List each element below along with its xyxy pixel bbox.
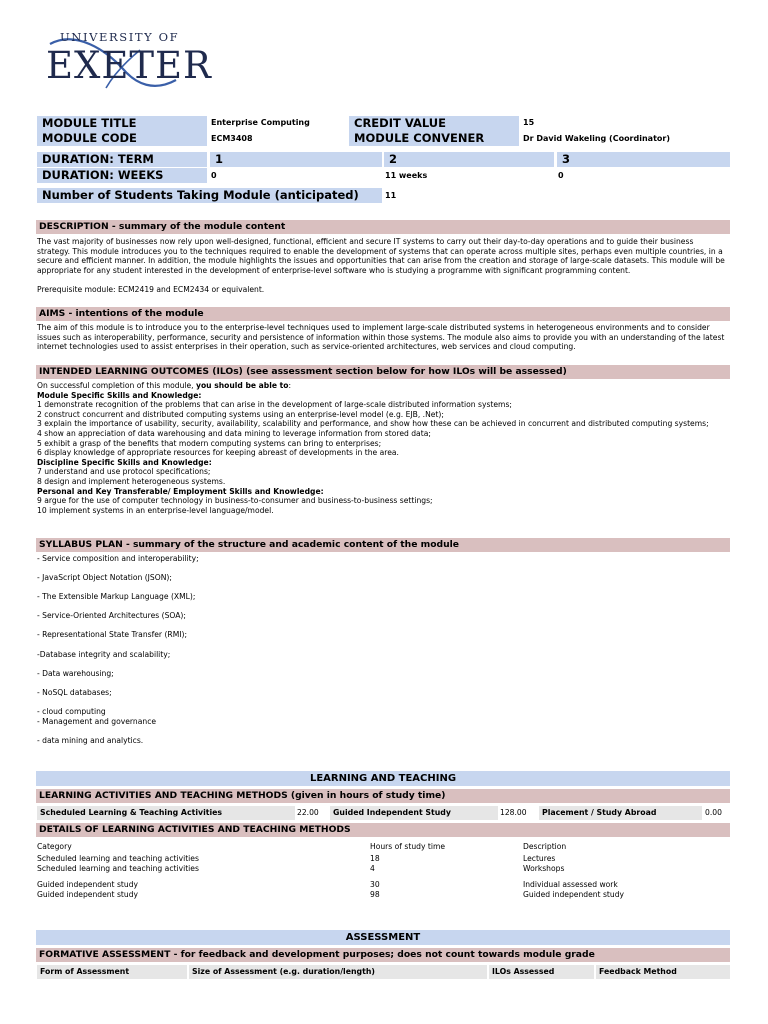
teaching-details-heading: DETAILS OF LEARNING ACTIVITIES AND TEACHING METHODS xyxy=(36,823,730,837)
row-category: Scheduled learning and teaching activities xyxy=(37,854,199,863)
aims-heading: AIMS - intentions of the module xyxy=(36,307,730,321)
col-ilos-header: ILOs Assessed xyxy=(489,965,594,979)
term-3-cell: 3 xyxy=(557,152,730,167)
description-text xyxy=(37,237,727,295)
guided-study-label: Guided Independent Study xyxy=(330,806,498,820)
row-category: Guided independent study xyxy=(37,880,139,889)
module-title-value: Enterprise Computing xyxy=(211,118,310,127)
weeks-3-value: 0 xyxy=(558,171,564,180)
students-value: 11 xyxy=(385,191,397,200)
ilos-heading: INTENDED LEARNING OUTCOMES (ILOs) (see assessment section below for how ILOs will be assessed) xyxy=(36,365,730,379)
module-convener-value: Dr David Wakeling (Coordinator) xyxy=(523,134,670,143)
syllabus-item: - data mining and analytics. xyxy=(37,736,144,745)
ilo-item: 10 implement systems in an enterprise-level language/model. xyxy=(37,505,274,515)
col-description-header: Description xyxy=(523,842,567,851)
ilo-item: 4 show an appreciation of data warehousing and data mining to leverage information from stored data; xyxy=(37,428,431,438)
scheduled-activities-label: Scheduled Learning & Teaching Activities xyxy=(37,806,295,820)
col-category-header: Category xyxy=(37,842,72,851)
ilo-item: 8 design and implement heterogeneous systems. xyxy=(37,476,226,486)
row-hours: 4 xyxy=(370,864,375,873)
placement-value: 0.00 xyxy=(705,808,722,817)
assessment-banner: ASSESSMENT xyxy=(36,930,730,945)
ilos-subheading-discipline: Discipline Specific Skills and Knowledge: xyxy=(37,457,212,467)
row-category: Scheduled learning and teaching activities xyxy=(37,864,199,873)
col-feedback-header: Feedback Method xyxy=(596,965,730,979)
ilo-item: 9 argue for the use of computer technology in business-to-consumer and business-to-business settings; xyxy=(37,496,433,506)
credit-value-label: CREDIT VALUE xyxy=(349,116,519,131)
prerequisite-text: Prerequisite module: ECM2419 and ECM2434 or equivalent. xyxy=(37,284,265,294)
credit-value: 15 xyxy=(523,118,535,127)
syllabus-item: - Representational State Transfer (RMI); xyxy=(37,630,188,639)
row-description: Workshops xyxy=(523,864,565,873)
learning-teaching-banner: LEARNING AND TEACHING xyxy=(36,771,730,786)
module-convener-label: MODULE CONVENER xyxy=(349,131,519,146)
weeks-2-value: 11 weeks xyxy=(385,171,428,180)
ilo-item: 7 understand and use protocol specifications; xyxy=(37,467,211,477)
syllabus-item: - Service-Oriented Architectures (SOA); xyxy=(37,611,186,620)
syllabus-item: - Data warehousing; xyxy=(37,669,114,678)
col-form-header: Form of Assessment xyxy=(37,965,187,979)
formative-assessment-heading: FORMATIVE ASSESSMENT - for feedback and development purposes; does not count towards module grade xyxy=(36,948,730,962)
university-logo xyxy=(36,30,211,92)
description-paragraph: The vast majority of businesses now rely upon well-designed, functional, efficient and secure IT systems to carry out their day-to-day operations and to guide their business strategy. This module introduces you to the techniques required to enable the development of systems that can operate across multiple sites, perhaps even multiple countries, in a secure and efficient manner. In addition, the module highlights the issues and opportunities that can arise from the creation and storage of large-scale datasets. This module will be appropriate for any student interested in the development of enterprise-level software who is studying a programme with significant programming content. xyxy=(37,237,725,275)
row-description: Lectures xyxy=(523,854,556,863)
duration-term-label: DURATION: TERM xyxy=(37,152,207,167)
syllabus-item: -Database integrity and scalability; xyxy=(37,650,171,659)
ilos-list xyxy=(37,381,727,515)
ilo-item: 1 demonstrate recognition of the problems that can arise in the development of large-scale distributed information systems; xyxy=(37,400,512,410)
logo-line-exeter: EXETER xyxy=(46,44,212,87)
module-code-value: ECM3408 xyxy=(211,134,253,143)
ilo-item: 5 exhibit a grasp of the benefits that modern computing systems can bring to enterprises; xyxy=(37,438,382,448)
scheduled-activities-value: 22.00 xyxy=(297,808,319,817)
ilos-intro-bold: you should be able to xyxy=(196,381,289,390)
module-code-label: MODULE CODE xyxy=(37,131,207,146)
students-label: Number of Students Taking Module (anticipated) xyxy=(37,188,382,203)
syllabus-item: - NoSQL databases; xyxy=(37,688,112,697)
col-size-header: Size of Assessment (e.g. duration/length) xyxy=(189,965,487,979)
syllabus-item: - JavaScript Object Notation (JSON); xyxy=(37,573,172,582)
placement-label: Placement / Study Abroad xyxy=(539,806,702,820)
ilo-item: 2 construct concurrent and distributed computing systems using an enterprise-level model (e.g. EJB, .Net); xyxy=(37,409,444,419)
row-hours: 30 xyxy=(370,880,380,889)
term-1-cell: 1 xyxy=(210,152,382,167)
description-heading: DESCRIPTION - summary of the module content xyxy=(36,220,730,234)
ilos-subheading-module: Module Specific Skills and Knowledge: xyxy=(37,390,202,400)
duration-weeks-label: DURATION: WEEKS xyxy=(37,168,207,183)
row-hours: 18 xyxy=(370,854,380,863)
row-category: Guided independent study xyxy=(37,890,139,899)
row-description: Guided independent study xyxy=(523,890,625,899)
syllabus-item: - Management and governance xyxy=(37,717,157,726)
syllabus-heading: SYLLABUS PLAN - summary of the structure and academic content of the module xyxy=(36,538,730,552)
logo-line-university: UNIVERSITY OF xyxy=(60,30,180,44)
syllabus-item: - Service composition and interoperability; xyxy=(37,554,199,563)
guided-study-value: 128.00 xyxy=(500,808,527,817)
weeks-1-value: 0 xyxy=(211,171,217,180)
ilos-subheading-transferable: Personal and Key Transferable/ Employment Skills and Knowledge: xyxy=(37,486,324,496)
syllabus-item: - cloud computing xyxy=(37,707,106,716)
ilos-intro-text: On successful completion of this module, xyxy=(37,381,196,390)
module-title-label: MODULE TITLE xyxy=(37,116,207,131)
ilos-intro-end: : xyxy=(288,381,292,390)
ilo-item: 6 display knowledge of appropriate resources for keeping abreast of developments in the area. xyxy=(37,448,399,458)
col-hours-header: Hours of study time xyxy=(370,842,446,851)
row-hours: 98 xyxy=(370,890,380,899)
term-2-cell: 2 xyxy=(384,152,554,167)
aims-text: The aim of this module is to introduce you to the enterprise-level techniques used to implement large-scale distributed systems in heterogeneous environments and to consider issues such as interoperability, performance, security and persistence of information within those systems. The module also aims to provide you with an understanding of the latest internet technologies used to assist enterprises in their operation, such as service-oriented architectures, web services and cloud computing. xyxy=(37,323,725,352)
ilos-intro xyxy=(37,381,727,391)
ilo-item: 3 explain the importance of usability, security, availability, scalability and performance, and show how these can be achieved in concurrent and distributed computing systems; xyxy=(37,419,709,429)
row-description: Individual assessed work xyxy=(523,880,618,889)
teaching-methods-heading: LEARNING ACTIVITIES AND TEACHING METHODS (given in hours of study time) xyxy=(36,789,730,803)
syllabus-item: - The Extensible Markup Language (XML); xyxy=(37,592,196,601)
